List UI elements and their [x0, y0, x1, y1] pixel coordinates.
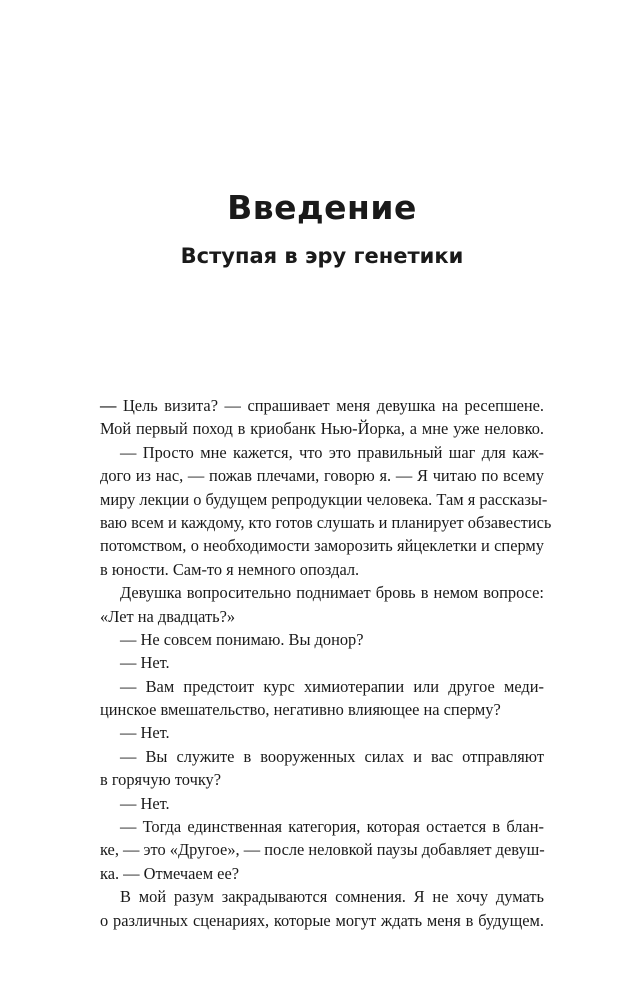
text-line: миру лекции о будущем репродукции человека. Там я рассказы-: [100, 489, 548, 509]
text-line: ваю всем и каждому, кто готов слушать и планирует обзавестись: [100, 512, 552, 532]
text-line: — Просто мне кажется, что это правильный шаг для каж-: [120, 442, 544, 462]
text-line: — Цель визита? — спрашивает меня девушка на ресепшене.: [100, 396, 544, 415]
text-line: — Не совсем понимаю. Вы донор?: [120, 629, 364, 649]
text-line: потомством, о необходимости заморозить яйцеклетки и сперму: [100, 536, 544, 556]
text-line: — Вы служите в вооруженных силах и вас отправляют: [120, 746, 544, 766]
body-text: [100, 394, 552, 932]
chapter-subtitle: Вступая в эру генетики: [180, 244, 464, 268]
text-line: цинское вмешательство, негативно влияющее на сперму?: [100, 700, 501, 720]
text-line: Девушка вопросительно поднимает бровь в немом вопросе:: [120, 583, 544, 603]
text-line: ке, — это «Другое», — после неловкой паузы добавляет девуш-: [100, 840, 545, 860]
text-line: в горячую точку?: [100, 770, 222, 790]
text-line: о различных сценариях, которые могут ждать меня в будущем.: [100, 910, 544, 930]
text-line: в юности. Сам-то я немного опоздал.: [100, 559, 360, 579]
text-line: — Нет.: [120, 723, 170, 743]
text-line: «Лет на двадцать?»: [100, 606, 236, 626]
text-line: — Нет.: [120, 653, 170, 673]
text-line: дого из нас, — пожав плечами, говорю я. — Я читаю по всему: [100, 466, 544, 486]
opening-dash: —: [100, 396, 117, 415]
text-line: ка. — Отмечаем ее?: [100, 863, 239, 883]
text-line: — Тогда единственная категория, которая остается в блан-: [120, 817, 544, 837]
text-line: — Вам предстоит курс химиотерапии или другое меди-: [120, 676, 544, 696]
text-line: — Нет.: [120, 793, 170, 813]
text-line: Мой первый поход в криобанк Нью-Йорка, а мне уже неловко.: [100, 419, 544, 439]
chapter-title: Введение: [227, 188, 417, 227]
text-line: В мой разум закрадываются сомнения. Я не хочу думать: [120, 887, 544, 907]
